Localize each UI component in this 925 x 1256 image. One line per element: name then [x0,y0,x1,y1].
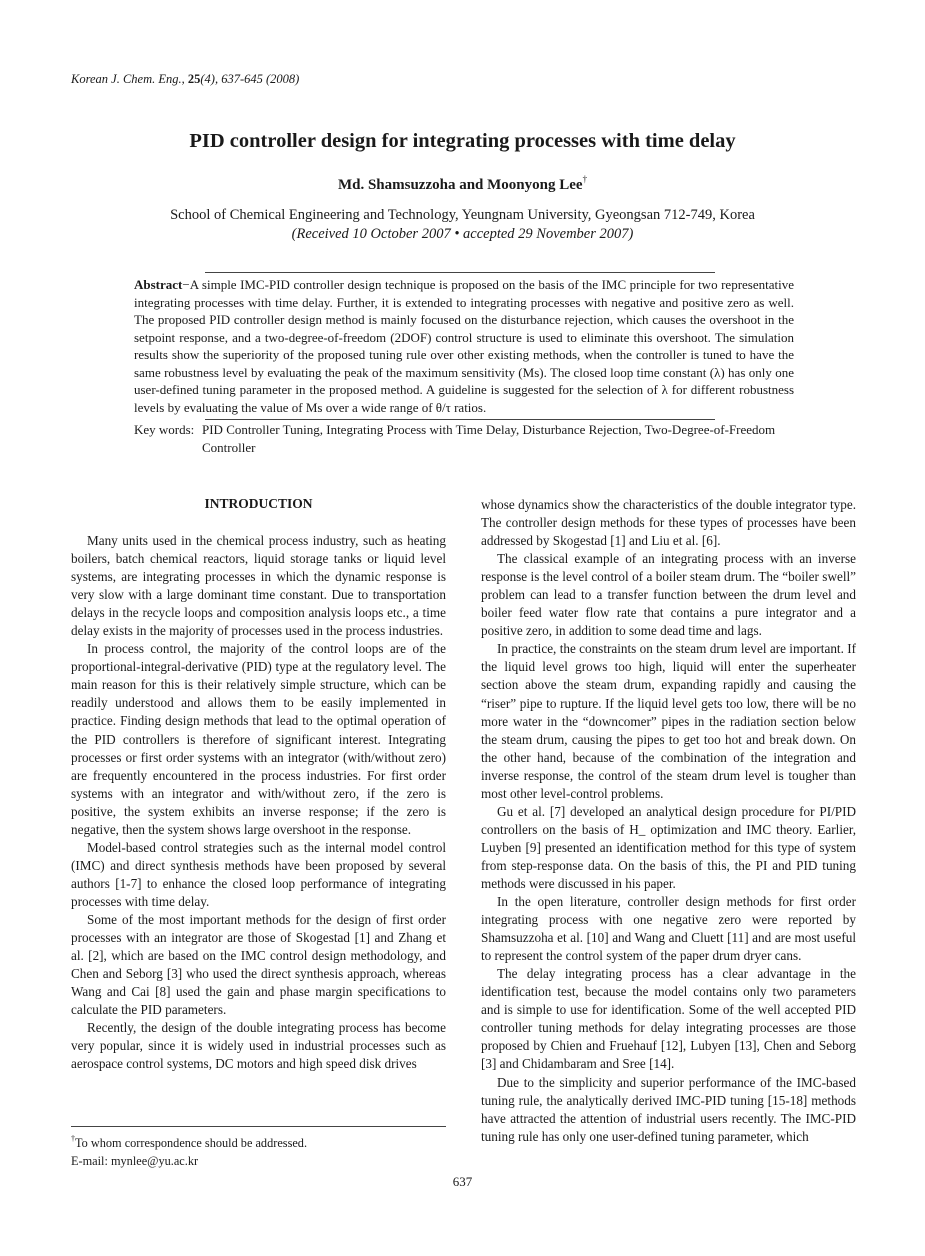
affiliation-block [0,206,925,244]
paragraph: Some of the most important methods for the design of first order processes with an integrator are those of Skogestad [1] and Zhang et al. [2], which are based on the IMC control design methodology, and Chen and Seborg [3] who used the direct synthesis approach, whereas Wang and Cai [8] used the gain and phase margin specifications to calculate the PID parameters. [71,911,446,1018]
paragraph: Due to the simplicity and superior performance of the IMC-based tuning rule, the analytically derived IMC-PID tuning [15-18] methods have attracted the attention of industrial users recently. The IMC-PID tuning rule has only one user-defined tuning parameter, which [481,1074,856,1144]
paragraph: In the open literature, controller design methods for first order integrating process with one negative zero were reported by Shamsuzzoha et al. [10] and Wang and Cluett [11] and are most useful to represent the control system of the paper drum dryer cans. [481,894,856,964]
footnote-mark: † [71,1134,75,1143]
abstract [134,276,794,416]
paragraph: Model-based control strategies such as the internal model control (IMC) and direct synthesis methods have been proposed by several authors [1-7] to enhance the closed loop performance of integrating processes with time delay. [71,839,446,909]
left-column [71,532,446,1073]
journal-volume: 25 [187,72,201,86]
author-names: Md. Shamsuzzoha and Moonyong Lee [337,177,583,193]
paragraph: Gu et al. [7] developed an analytical design procedure for PI/PID controllers on the basis of H_ optimization and IMC theory. Earlier, Luyben [9] presented an identification method for this type of system from step-response data. On the basis of this, the PI and PID tuning methods were discussed in his paper. [481,803,856,891]
paragraph: The delay integrating process has a clear advantage in the identification test, because the model contains only two parameters and is simple to use for identification. Some of the well accepted PID controller tuning methods for delay integrating processes are those proposed by Chien and Fruehauf [12], Lubyen [13], Chen and Seborg [3] and Chidambaram and Sree [14]. [481,966,856,1072]
paragraph: whose dynamics show the characteristics of the double integrator type. The controller design methods for these types of processes have been addressed by Skogestad [1] and Liu et al. [6]. [481,497,856,549]
journal-issue-pages: (4), 637-645 (2008) [200,72,300,86]
keywords-text: PID Controller Tuning, Integrating Process with Time Delay, Disturbance Rejection, Two-Degree-of-Freedom Controller [202,422,776,455]
keywords [134,421,804,456]
paper-title: PID controller design for integrating processes with time delay [189,130,736,152]
received-dates: (Received 10 October 2007 • accepted 29 November 2007) [291,226,634,242]
abstract-label: Abstract [134,277,183,292]
footnote-email: E-mail: mynlee@yu.ac.kr [71,1154,199,1168]
journal-reference: Korean J. Chem. Eng., 25(4), 637-645 (2008) [71,72,300,86]
paragraph: Recently, the design of the double integrating process has become very popular, since it is widely used in industrial processes such as aerospace control systems, DC motors and high speed disk drives [71,1020,446,1072]
footnote-correspondence: †To whom correspondence should be addressed. [71,1134,308,1150]
corresponding-author-mark: † [582,174,588,184]
keywords-label: Key words: [134,422,195,437]
paragraph: In practice, the constraints on the steam drum level are important. If the liquid level grows too high, liquid will enter the superheater section above the steam drum, expanding rapidly and causing the “riser” pipe to rupture. If the liquid level gets too low, there will be no more water in the “downcomer” pipes in the radiation section below the steam drum, causing the pipes to get too hot and break down. On the other hand, because of the combination of the integration and inverse response, the control of the steam drum level is tougher than most other level-control problems. [481,641,856,801]
paragraph: The classical example of an integrating process with an inverse response is the level control of a boiler steam drum. The “boiler swell” problem can lead to a transfer function between the drum level and boiler feed water flow rate that contains a pure integrator and a positive zero, in addition to some dead time and lags. [481,551,856,639]
abstract-text: −A simple IMC-PID controller design technique is proposed on the basis of the IMC principle for two representative integrating processes with time delay. Further, it is extended to integrating processes with negative and positive zero as well. The proposed PID controller design method is mainly focused on the disturbance rejection, which causes the overshoot in the setpoint response, and a two-degree-of-freedom (2DOF) control structure is used to eliminate this overshoot. The simulation results show the superiority of the proposed tuning rule over other existing methods, when the controller is tuned to have the same robustness level by evaluating the peak of the maximum sensitivity (Ms). The closed loop time constant (λ) has only one user-defined tuning parameter in the proposed method. A guideline is suggested for the selection of λ for different robustness levels by evaluating the value of Ms over a wide range of θ/τ ratios. [134,277,794,415]
paragraph: In process control, the majority of the control loops are of the proportional-integral-derivative (PID) type at the regulatory level. The main reason for this is their relatively simple structure, which can be readily understood and allows them to be easily implemented in practice. Finding design methods that lead to the optimal operation of the PID controllers is therefore of significant interest. Integrating processes or first order systems with an integrator (with/without zero) are frequently encountered in the process industries. For first order systems with an integrator and with/without zero, if the zero is positive, the system exhibits an inverse response; if the zero is negative, then the system shows large overshoot in the response. [71,641,446,837]
footnote [71,1130,446,1170]
footnote-rule [71,1126,446,1127]
abstract-top-rule [205,272,715,273]
paper-authors [0,174,925,194]
paragraph: Many units used in the chemical process industry, such as heating boilers, batch chemical reactors, liquid storage tanks or liquid level systems, are integrating processes in which the dynamic response is very slow with a large dominant time constant. Due to transportation delays in the recycle loops and composition analysis loops etc., a time delay exists in the majority of processes used in the process industries. [71,533,446,639]
abstract-bottom-rule [205,419,715,420]
page-number: 637 [452,1174,473,1189]
right-column [481,496,856,1146]
affiliation: School of Chemical Engineering and Technology, Yeungnam University, Gyeongsan 712-749, Korea [170,207,755,223]
section-heading: INTRODUCTION [204,496,313,511]
journal-name: Korean J. Chem. Eng. [71,72,182,86]
